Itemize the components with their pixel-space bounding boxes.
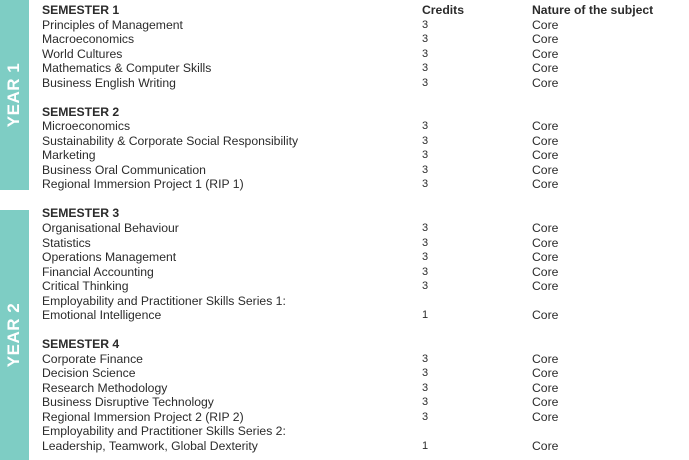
year-2-label: YEAR 2 bbox=[4, 302, 24, 368]
table-row bbox=[0, 294, 689, 309]
table-row bbox=[0, 32, 689, 47]
credit-value: 3 bbox=[422, 163, 429, 176]
nature-value: Core bbox=[532, 395, 559, 409]
table-row bbox=[0, 134, 689, 149]
table-row bbox=[0, 119, 689, 134]
table-row bbox=[0, 177, 689, 192]
table-row bbox=[0, 18, 689, 33]
subject-name: Regional Immersion Project 1 (RIP 1) bbox=[42, 177, 244, 191]
credit-value: 3 bbox=[422, 396, 429, 408]
table-row bbox=[0, 439, 689, 454]
nature-value: Core bbox=[532, 162, 559, 177]
subject-name: Critical Thinking bbox=[42, 279, 129, 293]
semester-1-title: SEMESTER 1 bbox=[42, 3, 120, 17]
subject-name: Microeconomics bbox=[42, 119, 131, 133]
subject-name: Employability and Practitioner Skills Series 1: bbox=[42, 293, 286, 308]
credit-value: 3 bbox=[422, 178, 429, 190]
subject-name: Business English Writing bbox=[42, 75, 176, 90]
nature-value: Core bbox=[532, 17, 559, 32]
credit-value: 3 bbox=[422, 18, 429, 31]
nature-value: Core bbox=[532, 264, 559, 279]
subject-name: Macroeconomics bbox=[42, 32, 135, 46]
nature-value: Core bbox=[532, 235, 559, 250]
table-row bbox=[0, 47, 689, 62]
table-row bbox=[0, 61, 689, 76]
semester-4-title: SEMESTER 4 bbox=[42, 337, 120, 351]
nature-value: Core bbox=[532, 133, 559, 148]
nature-value: Core bbox=[532, 366, 559, 380]
table-row bbox=[0, 163, 689, 178]
subject-name: World Cultures bbox=[42, 46, 123, 61]
subject-name: Operations Management bbox=[42, 250, 177, 264]
credit-value: 3 bbox=[422, 62, 429, 74]
credit-value: 3 bbox=[422, 134, 429, 147]
nature-value: Core bbox=[532, 279, 559, 293]
subject-name: Business Disruptive Technology bbox=[42, 395, 214, 409]
year-1-label: YEAR 1 bbox=[4, 62, 24, 128]
subject-name: Business Oral Communication bbox=[42, 162, 206, 177]
subject-name: Leadership, Teamwork, Global Dexterity bbox=[42, 438, 258, 453]
table-row bbox=[0, 395, 689, 410]
credit-value: 3 bbox=[422, 33, 429, 45]
credit-value: 3 bbox=[422, 367, 429, 379]
nature-value: Core bbox=[532, 438, 559, 453]
nature-value: Core bbox=[532, 409, 559, 424]
nature-value: Core bbox=[532, 308, 559, 322]
table-row bbox=[0, 410, 689, 425]
subject-name: Organisational Behaviour bbox=[42, 221, 179, 235]
nature-value: Core bbox=[532, 119, 559, 133]
semester-3-heading bbox=[0, 206, 689, 221]
credit-value: 1 bbox=[422, 439, 429, 452]
credit-value: 3 bbox=[422, 251, 429, 263]
subject-name: Corporate Finance bbox=[42, 351, 143, 366]
nature-value: Core bbox=[532, 61, 559, 75]
nature-value: Core bbox=[532, 46, 559, 61]
subject-name: Emotional Intelligence bbox=[42, 308, 162, 322]
credit-value: 3 bbox=[422, 47, 429, 60]
credit-value: 3 bbox=[422, 120, 429, 132]
table-row bbox=[0, 279, 689, 294]
credit-value: 3 bbox=[422, 352, 429, 365]
subject-name: Marketing bbox=[42, 148, 96, 162]
credit-value: 3 bbox=[422, 410, 429, 423]
table-row bbox=[0, 308, 689, 323]
subject-name: Employability and Practitioner Skills Series 2: bbox=[42, 424, 286, 438]
table-row bbox=[0, 424, 689, 439]
credit-value: 3 bbox=[422, 265, 429, 278]
table-row bbox=[0, 250, 689, 265]
credit-value: 3 bbox=[422, 222, 429, 234]
nature-value: Core bbox=[532, 75, 559, 90]
table-row bbox=[0, 352, 689, 367]
table-row bbox=[0, 221, 689, 236]
table-row bbox=[0, 76, 689, 91]
subject-name: Research Methodology bbox=[42, 380, 168, 395]
nature-value: Core bbox=[532, 221, 559, 235]
semester-4-heading bbox=[0, 337, 689, 352]
credit-value: 3 bbox=[422, 280, 429, 292]
credits-header: Credits bbox=[422, 3, 464, 17]
subject-name: Sustainability & Corporate Social Responsibility bbox=[42, 133, 299, 148]
semester-2-heading bbox=[0, 105, 689, 120]
credit-value: 3 bbox=[422, 236, 429, 249]
subject-name: Regional Immersion Project 2 (RIP 2) bbox=[42, 409, 244, 424]
subject-name: Decision Science bbox=[42, 366, 136, 380]
credit-value: 1 bbox=[422, 309, 429, 321]
nature-value: Core bbox=[532, 177, 559, 191]
table-row bbox=[0, 236, 689, 251]
nature-value: Core bbox=[532, 380, 559, 395]
semester-2-title: SEMESTER 2 bbox=[42, 104, 120, 119]
credit-value: 3 bbox=[422, 149, 429, 161]
semester-3-title: SEMESTER 3 bbox=[42, 206, 120, 220]
table-row bbox=[0, 148, 689, 163]
nature-value: Core bbox=[532, 351, 559, 366]
subject-name: Statistics bbox=[42, 235, 91, 250]
credit-value: 3 bbox=[422, 76, 429, 89]
table-row bbox=[0, 381, 689, 396]
nature-value: Core bbox=[532, 148, 559, 162]
credit-value: 3 bbox=[422, 381, 429, 394]
nature-value: Core bbox=[532, 32, 559, 46]
table-row bbox=[0, 265, 689, 280]
table-row bbox=[0, 366, 689, 381]
nature-value: Core bbox=[532, 250, 559, 264]
subject-name: Principles of Management bbox=[42, 17, 183, 32]
subject-name: Financial Accounting bbox=[42, 264, 154, 279]
header-row bbox=[0, 3, 689, 18]
subject-name: Mathematics & Computer Skills bbox=[42, 61, 212, 75]
nature-header: Nature of the subject bbox=[532, 3, 654, 17]
